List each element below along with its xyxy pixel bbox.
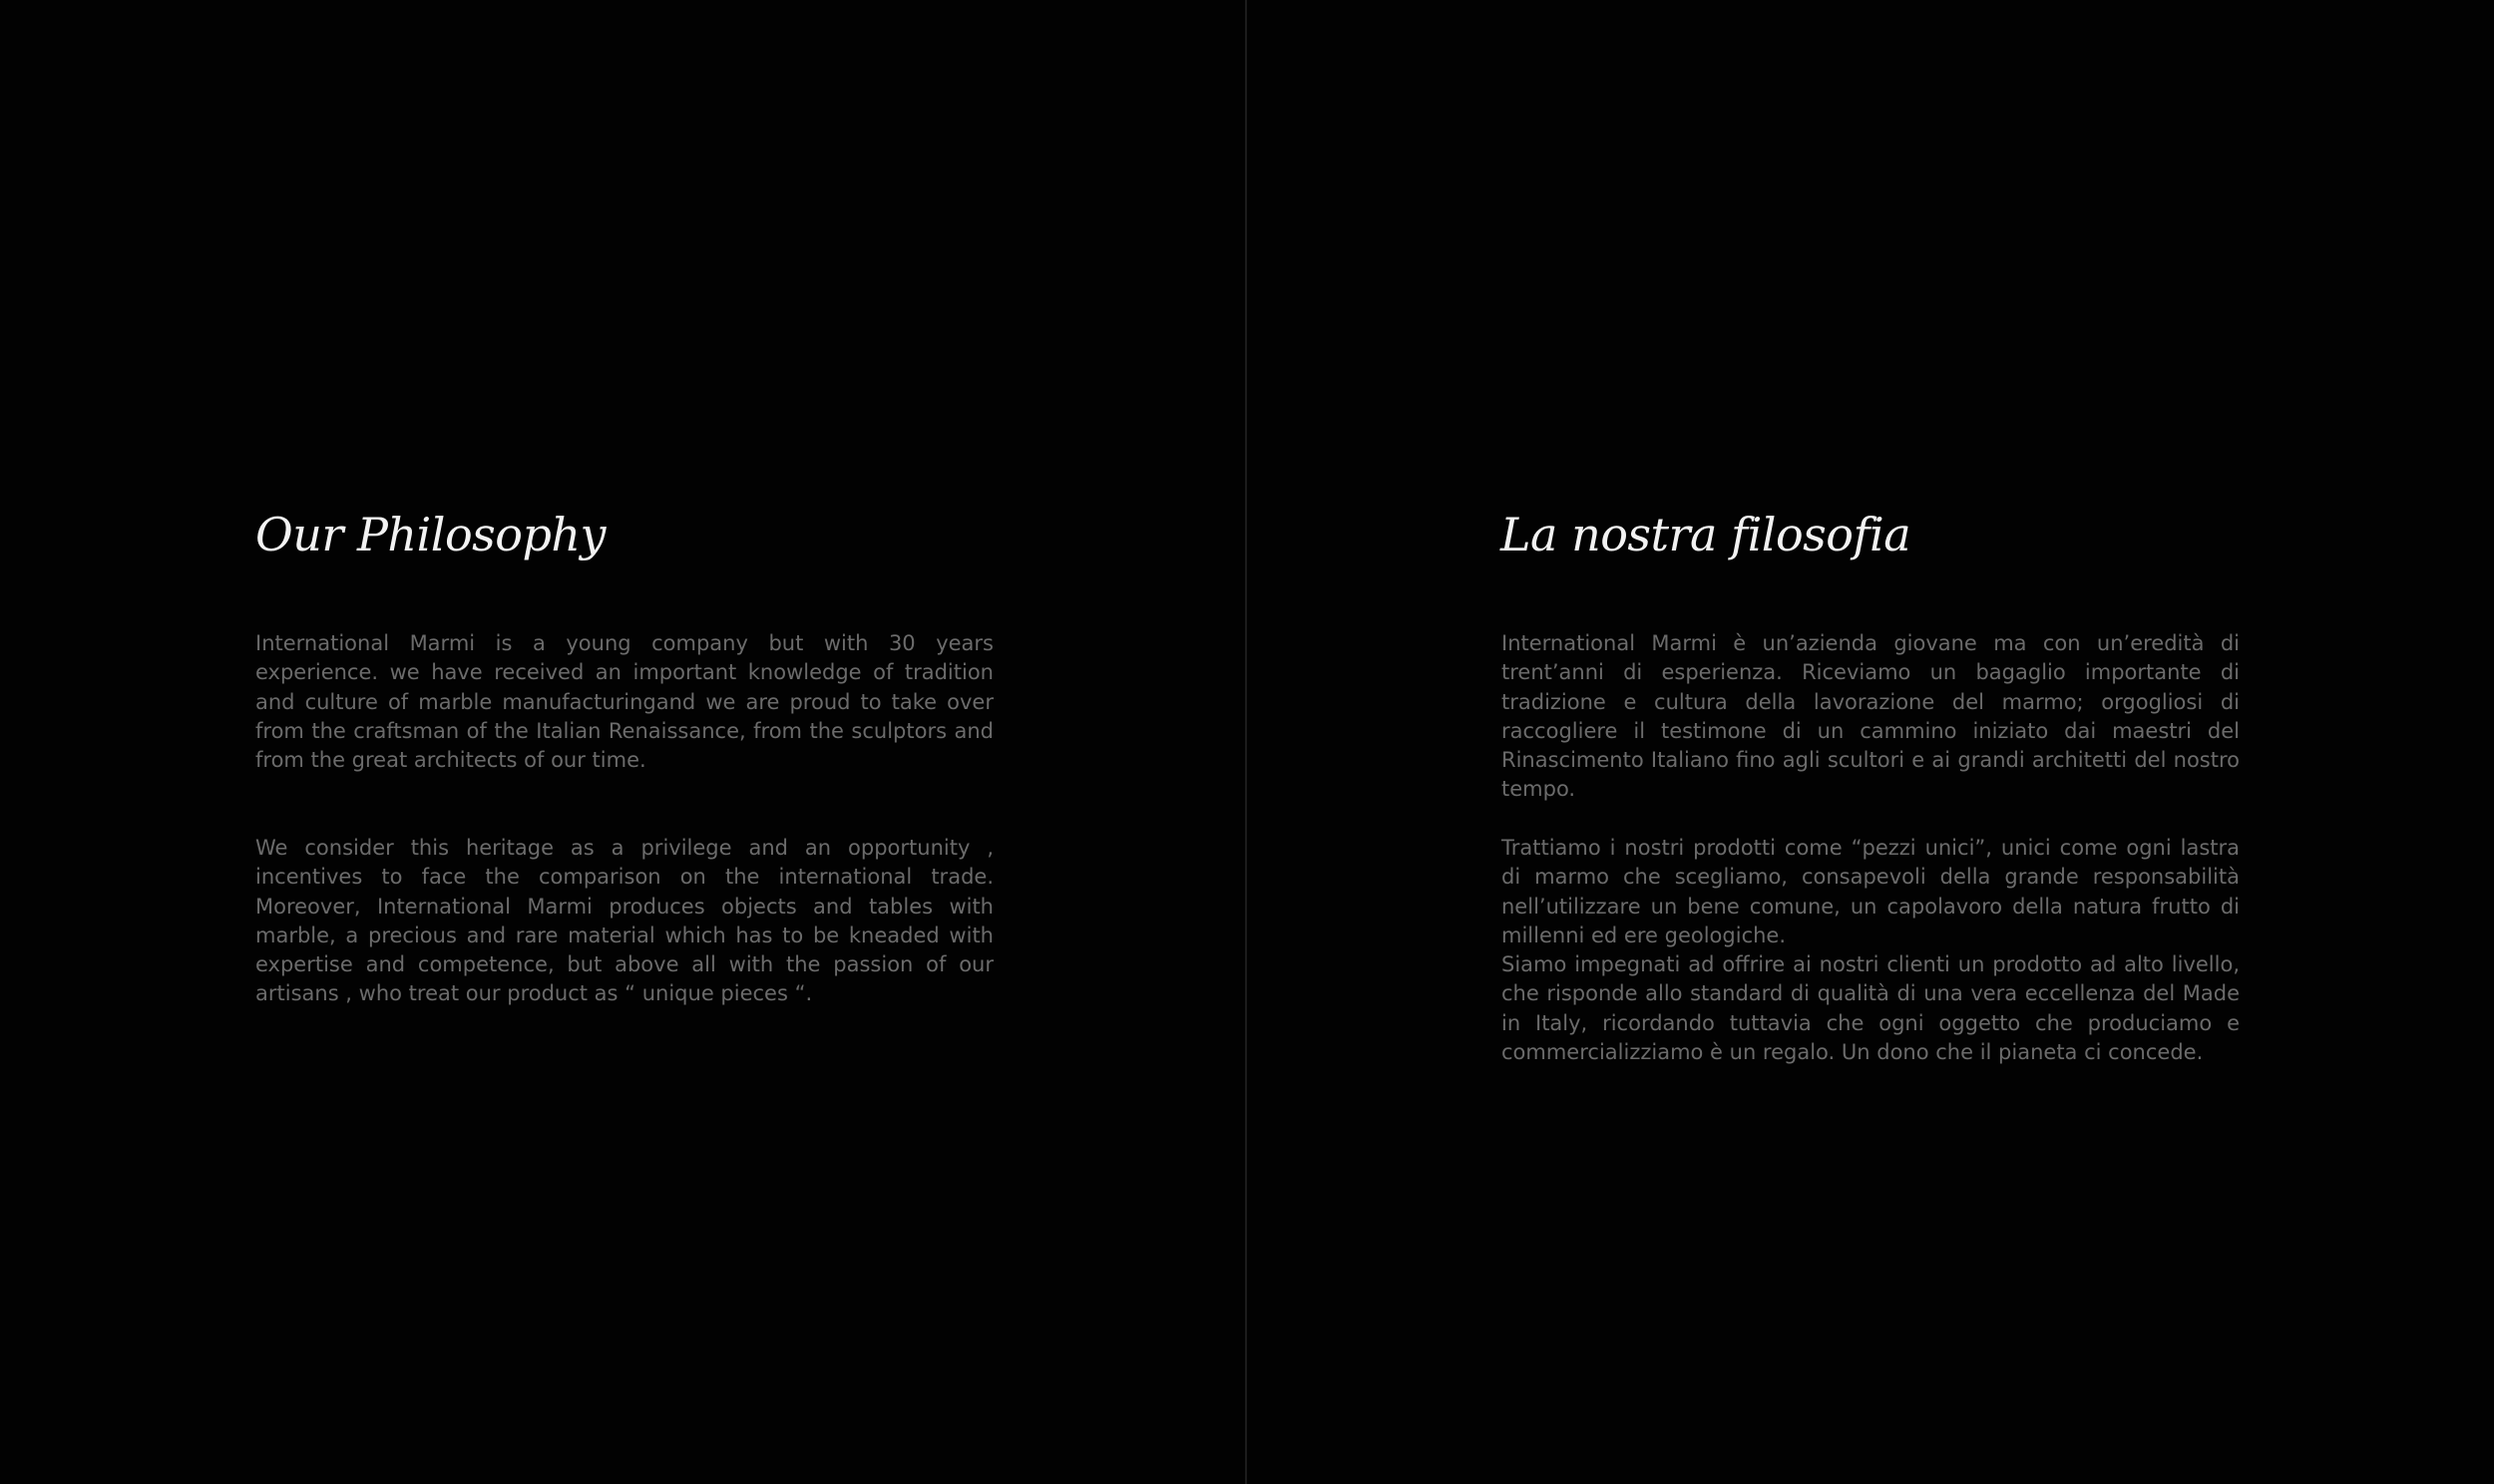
- left-page: [0, 0, 1245, 1484]
- italian-paragraph-2: Trattiamo i nostri prodotti come “pezzi unici”, unici come ogni lastra di marmo che scegliamo, consapevoli della grande responsabilità nell’utilizzare un bene comune, un capolavoro della natura frutto di millenni ed ere geologiche.: [1501, 836, 2240, 947]
- english-paragraph-1: International Marmi is a young company but with 30 years experience. we have received an important knowledge of tradition and culture of marble manufacturingand we are proud to take over from the craftsman of the Italian Renaissance, from the sculptors and from the great architects of our time.: [255, 631, 994, 773]
- italian-paragraph-3: Siamo impegnati ad offrire ai nostri clienti un prodotto ad alto livello, che risponde allo standard di qualità di una vera eccellenza del Made in Italy, ricordando tuttavia che ogni oggetto che produciamo e commercializziamo è un regalo. Un dono che il pianeta ci concede.: [1501, 952, 2240, 1065]
- english-text-block-1: [255, 629, 994, 775]
- english-text-block-2: [255, 834, 994, 1009]
- italian-text-block-1: [1501, 629, 2240, 805]
- italian-text-block-2: [1501, 834, 2240, 1067]
- page-title-english: Our Philosophy: [255, 508, 607, 561]
- english-paragraph-2: We consider this heritage as a privilege and an opportunity , incentives to face the comparison on the international trade. Moreover, International Marmi produces objects and tables with marble, a precious and rare material which has to be kneaded with expertise and competence, but above all with the passion of our artisans , who treat our product as “ unique pieces “.: [255, 836, 994, 1006]
- page-title-italian: La nostra filosofia: [1500, 508, 1911, 561]
- right-page: [1247, 0, 2494, 1484]
- italian-paragraph-1: International Marmi è un’azienda giovane ma con un’eredità di trent’anni di esperienza. Riceviamo un bagaglio importante di tradizione e cultura della lavorazione del marmo; orgogliosi di raccogliere il testimone di un cammino iniziato dai maestri del Rinascimento Italiano fino agli scultori e ai grandi architetti del nostro tempo.: [1501, 631, 2240, 802]
